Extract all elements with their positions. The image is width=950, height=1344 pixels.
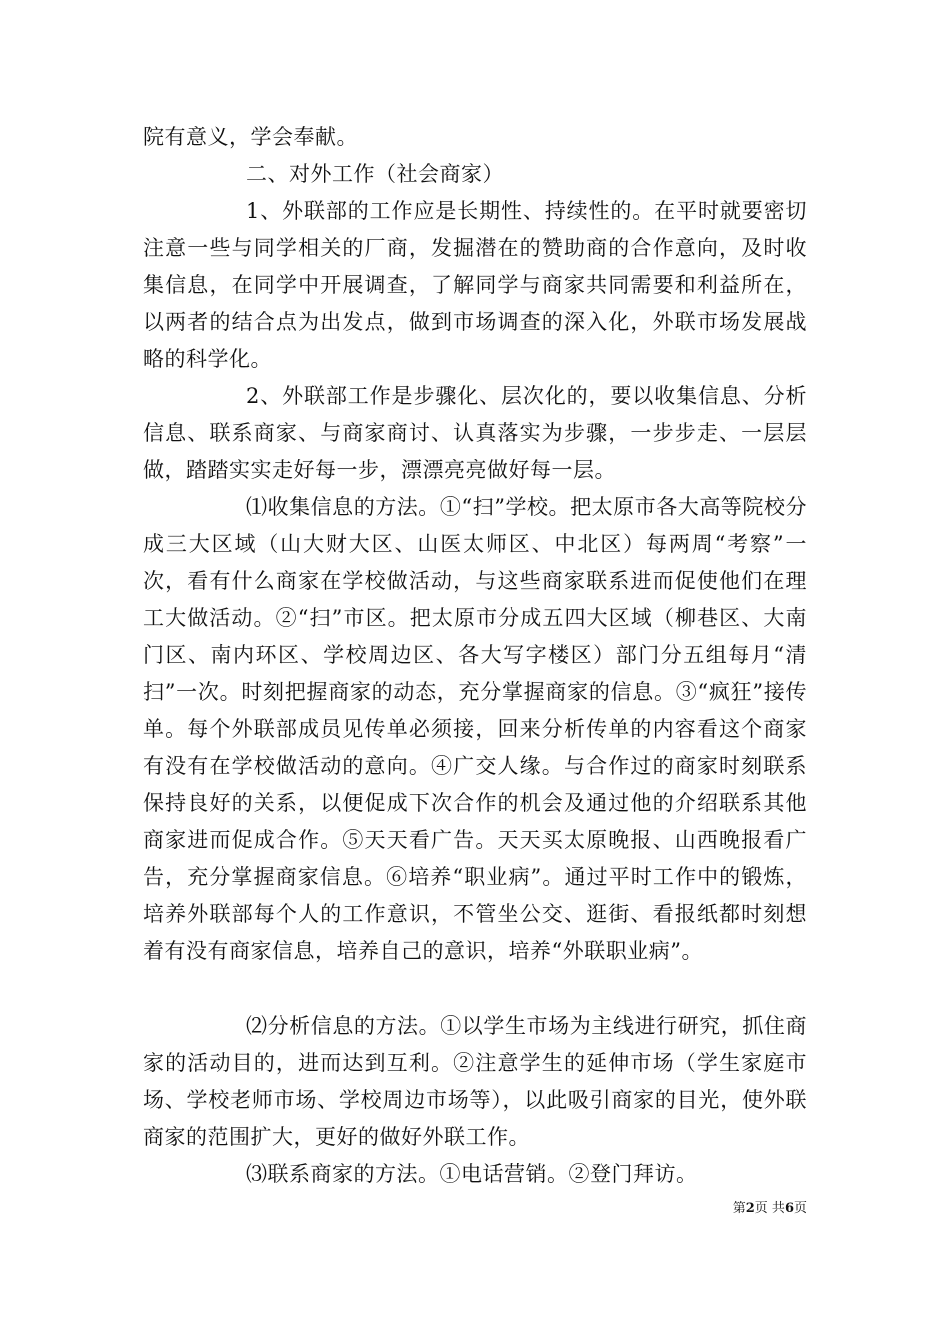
paragraph-collect-info: ⑴收集信息的方法。①“扫”学校。把太原市各大高等院校分成三大区域（山大财大区、山医太师区、中北区）每两周“考察”一次，看有什么商家在学校做活动，与这些商家联系进而促使他们在理工大做活动。②“扫”市区。把太原市分成五四大区域（柳巷区、大南门区、南内环区、学校周边区、各大写字楼区）部门分五组每月“清扫”一次。时刻把握商家的动态，充分掌握商家的信息。③“疯狂”接传单。每个外联部成员见传单必须接，回来分析传单的内容看这个商家有没有在学校做活动的意向。④广交人缘。与合作过的商家时刻联系保持良好的关系，以便促成下次合作的机会及通过他的介绍联系其他商家进而促成合作。⑤天天看广告。天天买太原晚报、山西晚报看广告，充分掌握商家信息。⑥培养“职业病”。通过平时工作中的锻炼，培养外联部每个人的工作意识，不管坐公交、逛街、看报纸都时刻想着有没有商家信息，培养自己的意识，培养“外联职业病”。 [143,495,807,963]
footer-current-page: 2 [745,1201,755,1216]
paragraph-contact-merchants: ⑶联系商家的方法。①电话营销。②登门拜访。 [246,1162,698,1186]
footer-prefix: 第 [732,1201,746,1216]
footer-suffix: 页 [793,1201,807,1216]
paragraph-item-2: 2、外联部工作是步骤化、层次化的，要以收集信息、分析信息、联系商家、与商家商讨、认真落实为步骤，一步步走、一层层做，踏踏实实走好每一步，漂漂亮亮做好每一层。 [143,384,807,482]
paragraph-item-1: 1、外联部的工作应是长期性、持续性的。在平时就要密切注意一些与同学相关的厂商，发掘潜在的赞助商的合作意向，及时收集信息，在同学中开展调查，了解同学与商家共同需要和利益所在，以两者的结合点为出发点，做到市场调查的深入化，外联市场发展战略的科学化。 [143,199,807,371]
paragraph-analyze-info: ⑵分析信息的方法。①以学生市场为主线进行研究，抓住商家的活动目的，进而达到互利。②注意学生的延伸市场（学生家庭市场、学校老师市场、学校周边市场等），以此吸引商家的目光，使外联商家的范围扩大，更好的做好外联工作。 [143,1014,807,1149]
footer-middle: 页 共 [754,1201,785,1216]
page-number-footer [700,1200,807,1218]
footer-total-pages: 6 [784,1201,794,1216]
paragraph-continuation: 院有意义，学会奉献。 [143,125,358,149]
section-heading: 二、对外工作（社会商家） [246,162,504,186]
